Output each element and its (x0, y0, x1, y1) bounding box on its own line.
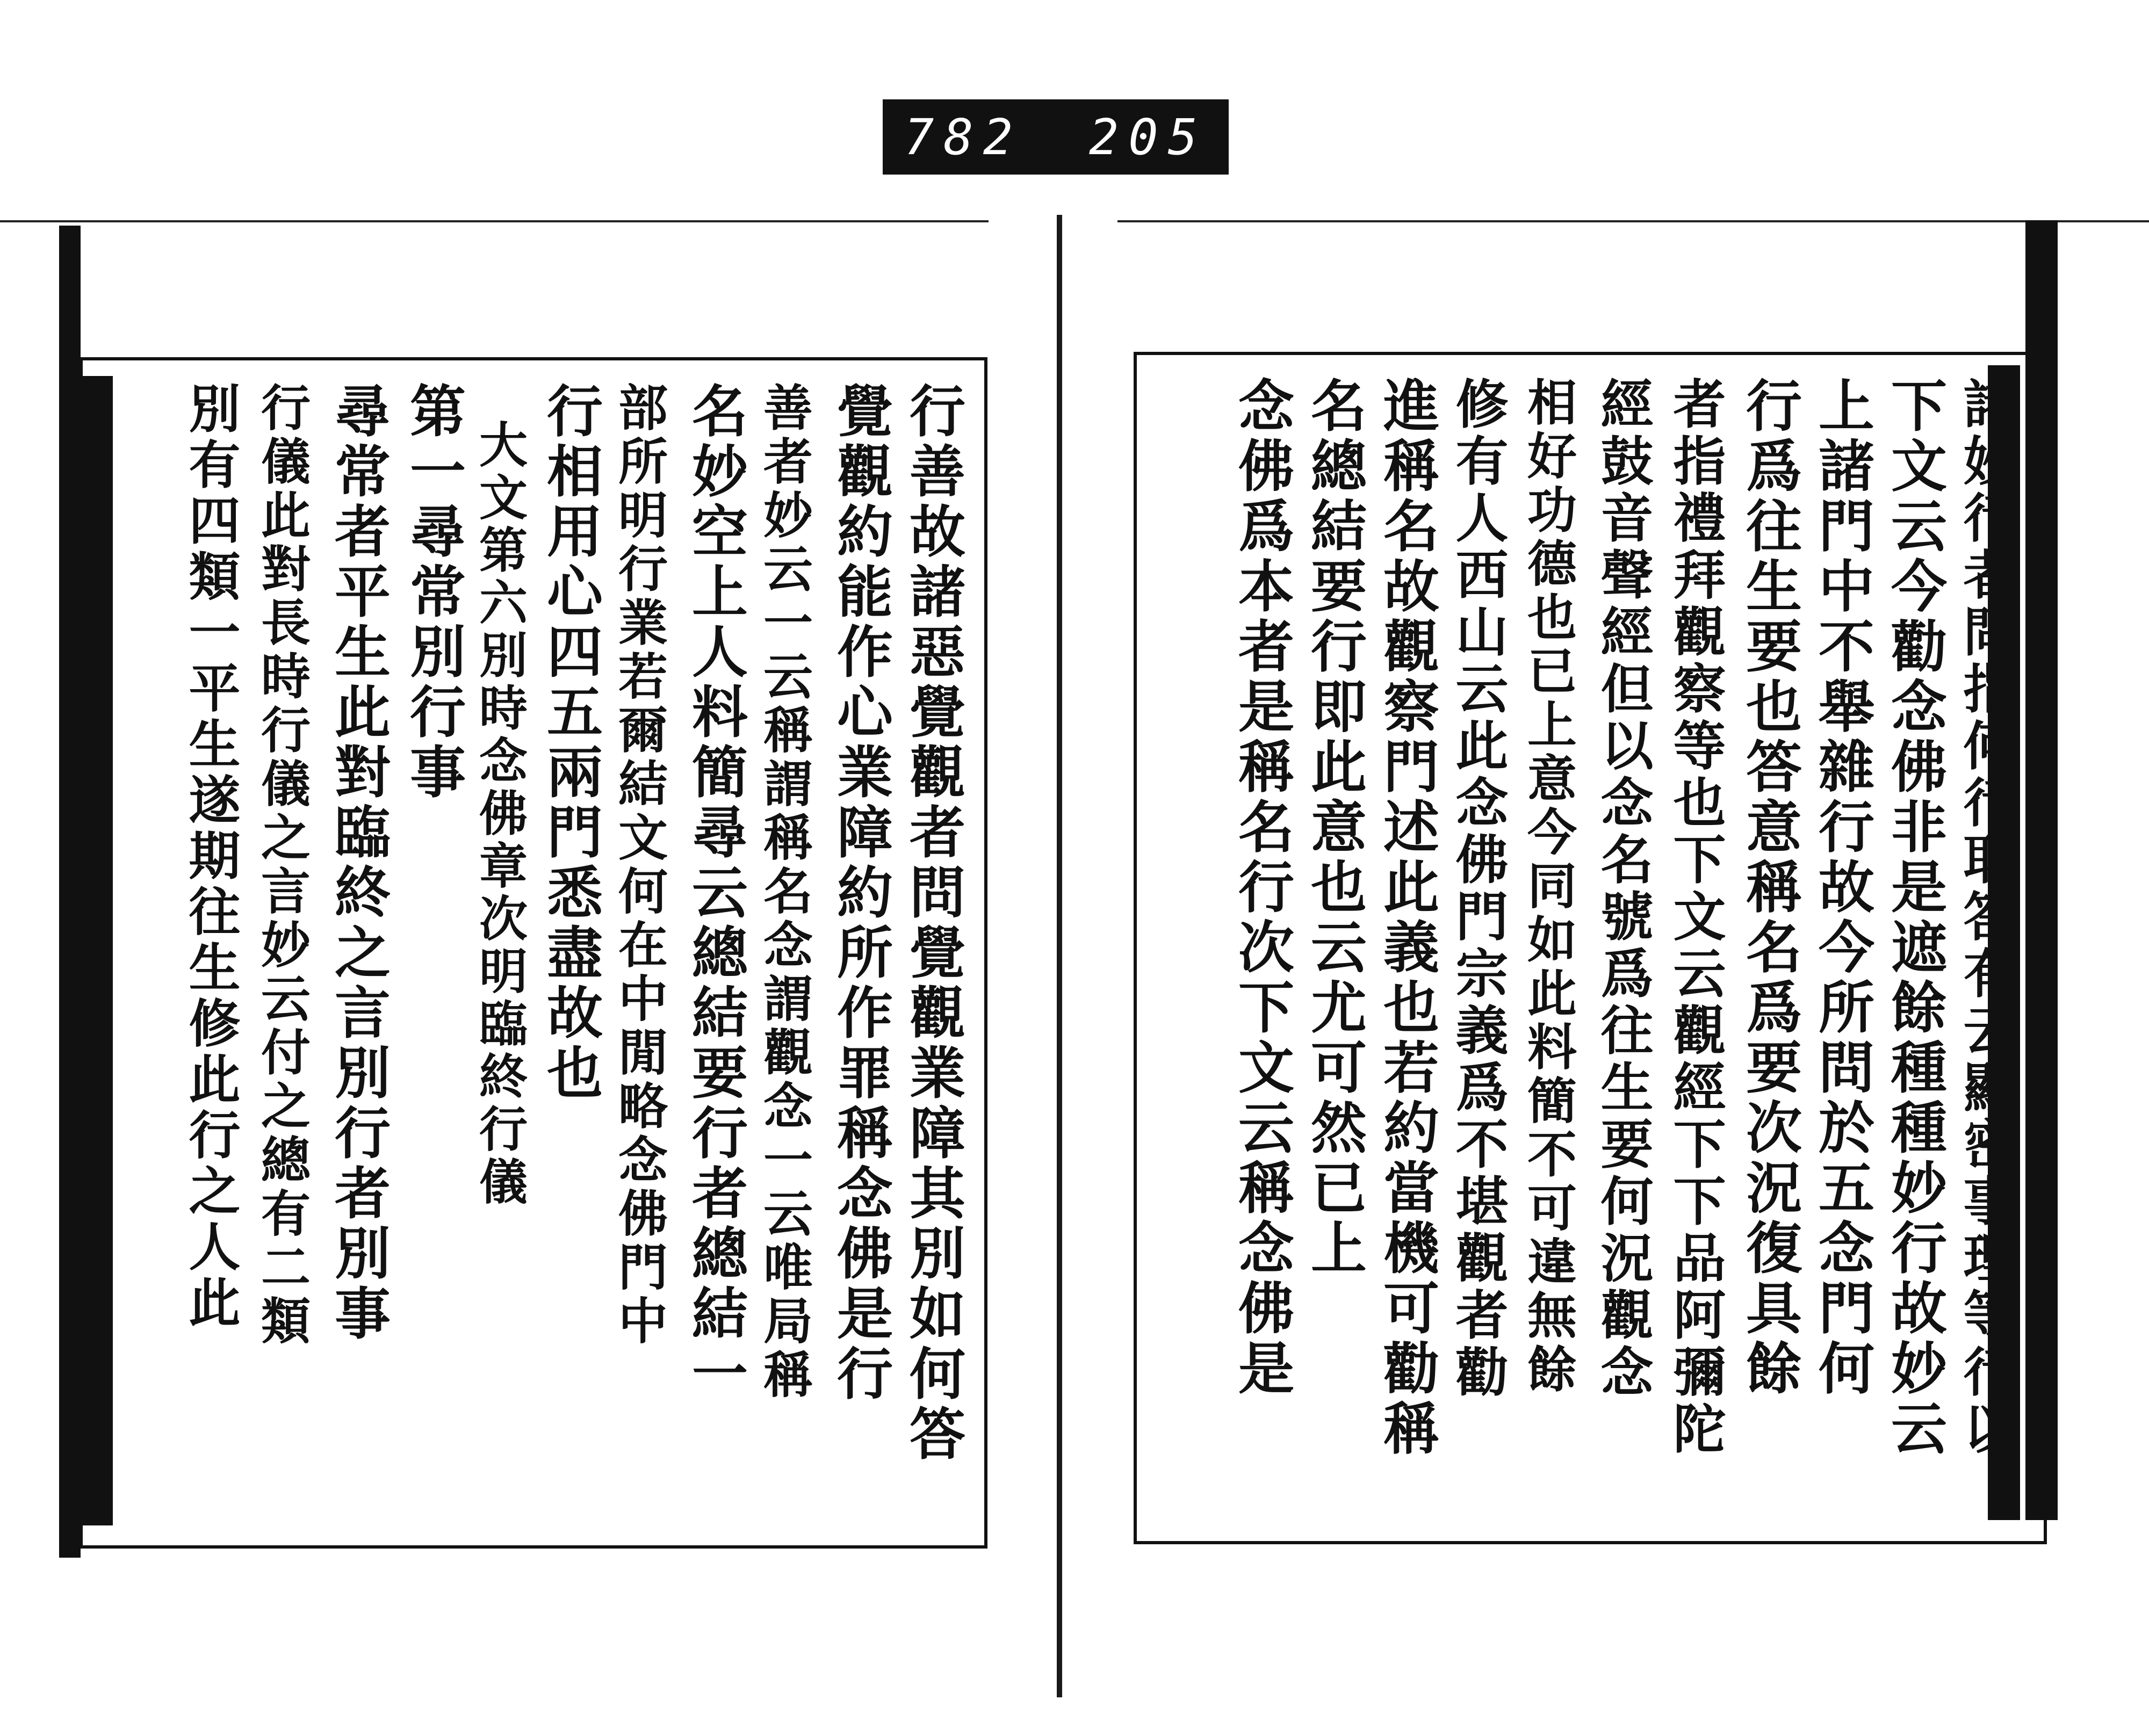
scan-rule-right (1117, 220, 2149, 222)
reel-number-left: 782 (904, 108, 1023, 166)
text-column: 行相用心四五兩門悉盡故也 (537, 382, 603, 1104)
book-gutter (1057, 215, 1062, 1697)
text-column: 行善故諸惡覺觀者問覺觀業障其別如何答 (900, 382, 966, 1465)
text-column: 諸妙行者問指何行耶答有云顯密事理等行以 (1955, 377, 2016, 1458)
text-column: 者指禮拜觀察等也下文云觀經下下品阿彌陀 (1664, 377, 1726, 1458)
text-column: 行爲往生要也答意稱名爲要次況復具餘 (1736, 377, 1802, 1399)
text-column: 修有人西山云此念佛門宗義爲不堪觀者勸 (1447, 377, 1509, 1401)
text-column: 相好功德也已上意今同如此料簡不可違無餘 (1519, 377, 1577, 1397)
text-column: 別有四類一平生遂期往生修此行之人此 (181, 382, 241, 1332)
text-column: 名總結要行即此意也云尤可然已上 (1301, 377, 1367, 1279)
text-column: 名妙空上人料簡尋云總結要行者總結一 (682, 382, 748, 1405)
right-page-frame (1134, 352, 2047, 1544)
text-column: 尋常者平生此對臨終之言別行者別事 (325, 382, 391, 1344)
left-edge-shadow (59, 226, 81, 1558)
text-column: 善者妙云一云稱謂稱名念謂觀念一云唯局稱 (755, 382, 813, 1402)
reel-number-right: 205 (1088, 108, 1207, 166)
reel-number-label (883, 99, 1229, 175)
text-column: 下文云今勸念佛非是遮餘種種妙行故妙云 (1881, 377, 1948, 1459)
text-column: 部所明行業若爾結文何在中閒略念佛門中 (610, 382, 668, 1349)
text-column: 上諸門中不舉雜行故今所問於五念門何 (1809, 377, 1875, 1399)
scan-rule-left (0, 220, 989, 222)
text-column: 進稱名故觀察門述此義也若約當機可勸稱 (1374, 377, 1440, 1459)
left-page-frame (80, 357, 987, 1549)
chapter-heading: 大文第六別時念佛章次明臨終行儀 (471, 419, 528, 1209)
text-column: 經鼓音聲經但以念名號爲往生要何況觀念 (1592, 377, 1654, 1401)
text-column: 覺觀約能作心業障約所作罪稱念佛是行 (827, 382, 893, 1405)
text-column: 念佛爲本者是稱名行次下文云稱念佛是 (1229, 377, 1295, 1399)
text-column: 行儀此對長時行儀之言妙云付之總有二類 (253, 382, 311, 1349)
section-heading: 第一尋常別行事 (400, 382, 466, 803)
